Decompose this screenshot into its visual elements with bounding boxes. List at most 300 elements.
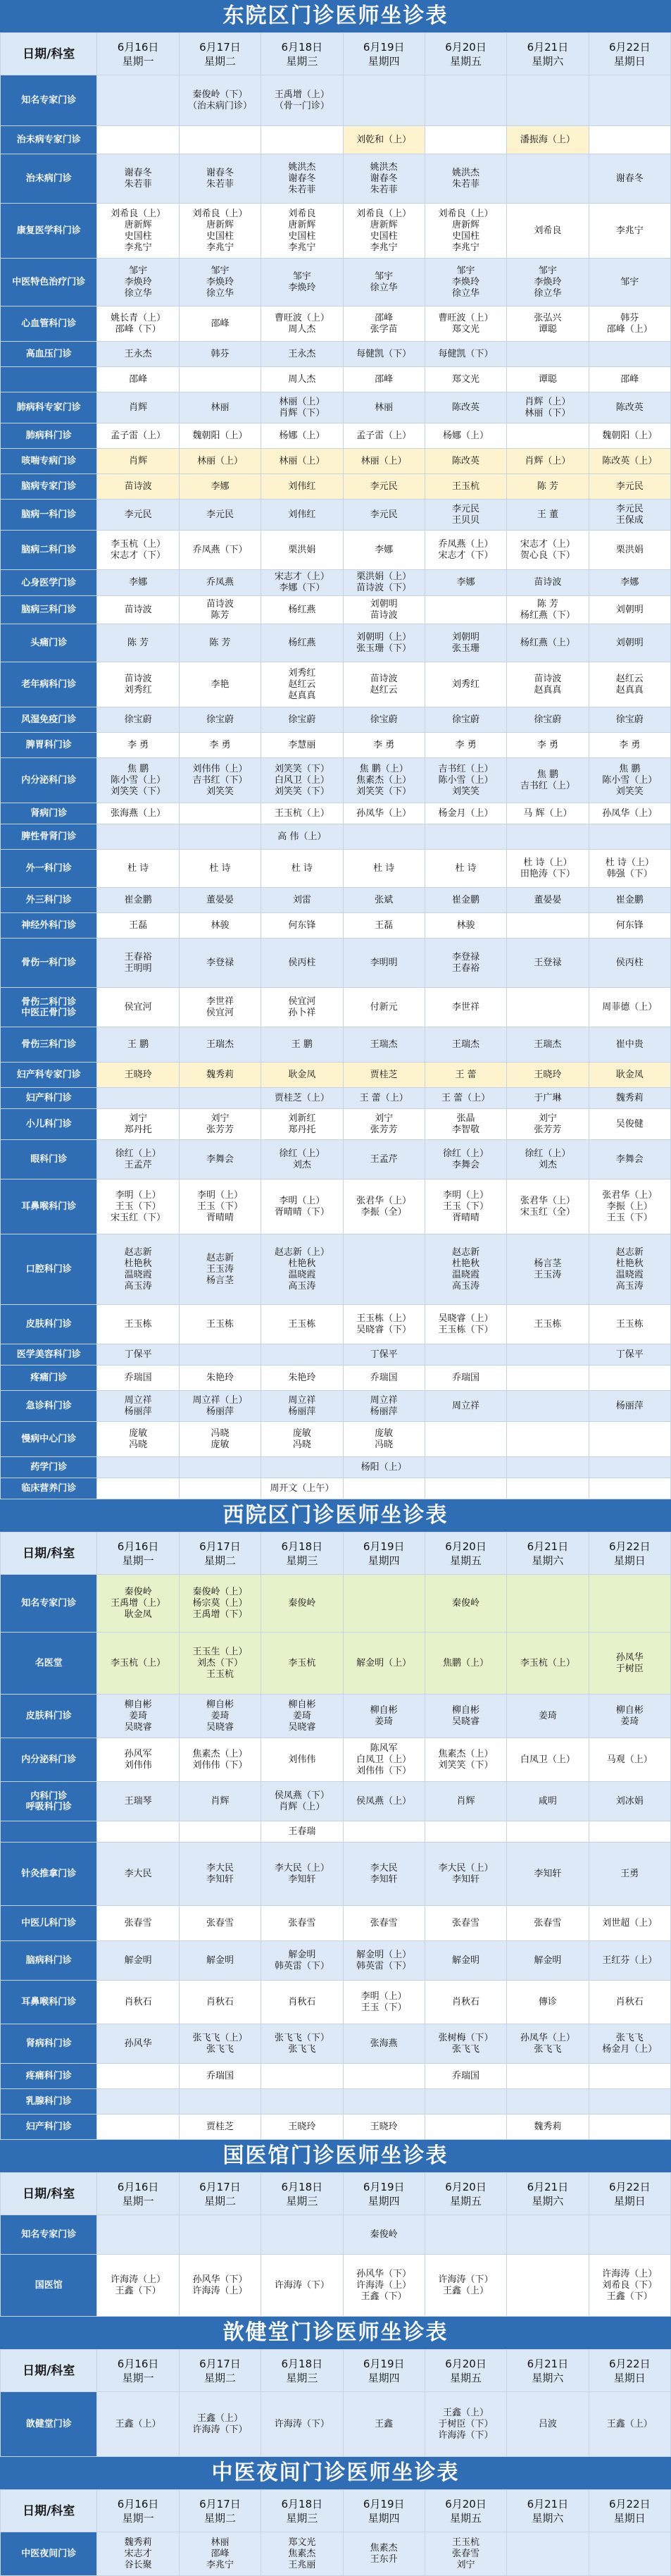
doctor-cell: 王玉栋 [97, 1305, 179, 1344]
table-row [1, 449, 671, 474]
day-header [507, 2490, 589, 2532]
doctor-cell: 周菲德（上） [589, 988, 670, 1027]
doctor-cell: 李明（上） 王玉（下） 胥晴晴 [425, 1179, 506, 1234]
day-header [343, 33, 425, 75]
section-title: 国医馆门诊医师坐诊表 [0, 2140, 671, 2172]
doctor-cell: 于广琳 [507, 1088, 589, 1109]
doctor-cell: 孙风华（下） 许海涛（上） [179, 2255, 261, 2317]
department-label: 外一科门诊 [1, 850, 97, 888]
department-label: 高血压门诊 [1, 342, 97, 367]
doctor-cell [589, 2114, 670, 2140]
day-header [179, 2173, 261, 2215]
doctor-cell: 苗诗波 陈芳 [179, 596, 261, 624]
doctor-cell: 秦俊岭（下） （治未病门诊） [179, 75, 261, 126]
table-row [1, 1457, 671, 1478]
doctor-cell: 孟子雷（上） [343, 423, 425, 449]
department-label: 医学美容科门诊 [1, 1344, 97, 1366]
doctor-cell: 肖秋石 [97, 1981, 179, 2024]
doctor-cell: 刘雷 [261, 888, 343, 913]
doctor-cell: 李娜 [425, 570, 506, 596]
doctor-cell: 张春雪 [425, 1906, 506, 1941]
day-header [261, 2350, 343, 2392]
doctor-cell [507, 154, 589, 204]
department-label: 疼痛门诊 [1, 1366, 97, 1391]
doctor-cell: 邹宇 徐立华 [343, 259, 425, 306]
doctor-cell: 张斌 [343, 888, 425, 913]
doctor-cell: 杜 诗 [261, 850, 343, 888]
doctor-cell: 林骏 [179, 913, 261, 939]
doctor-cell: 侯凤燕（上） [343, 1782, 425, 1821]
doctor-cell: 李大民 李知轩 [179, 1843, 261, 1906]
doctor-cell: 姚长青（上） 邵峰（下） [97, 306, 179, 342]
doctor-cell: 何东锋 [589, 913, 670, 939]
doctor-cell: 柳自彬 姜琦 [343, 1695, 425, 1738]
department-label: 脑病专家门诊 [1, 474, 97, 500]
doctor-cell: 谢春冬 朱若菲 [179, 154, 261, 204]
doctor-cell: 林骏 [425, 913, 506, 939]
department-label: 内分泌科门诊 [1, 758, 97, 803]
doctor-cell: 李大民 李知轩 [343, 1843, 425, 1906]
doctor-cell: 解金明（上） [343, 1633, 425, 1695]
doctor-cell: 刘宁 张芳芳 [343, 1109, 425, 1140]
date-text: 6月21日 [527, 2357, 569, 2370]
doctor-cell: 乔凤燕（下） [179, 531, 261, 570]
table-row [1, 2255, 671, 2317]
doctor-cell [97, 1088, 179, 1109]
doctor-cell: 邹宇 李焕玲 徐立华 [97, 259, 179, 306]
department-label: 康复医学科门诊 [1, 204, 97, 259]
doctor-cell: 刘宁 张芳芳 [179, 1109, 261, 1140]
table-row [1, 474, 671, 500]
table-row [1, 913, 671, 939]
department-label: 肺病科专家门诊 [1, 392, 97, 423]
doctor-cell: 张春雪 [343, 1906, 425, 1941]
date-text: 6月21日 [527, 40, 569, 54]
doctor-cell: 王玉杭 [425, 474, 506, 500]
doctor-cell: 李舞会 [589, 1140, 670, 1179]
table-row [1, 1633, 671, 1695]
doctor-cell: 乔瑞国 [343, 1366, 425, 1391]
doctor-cell: 吉书红（上） 陈小雪（上） 刘笑笑 [425, 758, 506, 803]
doctor-cell: 刘希良（上） 唐新辉 史国柱 李兆宁 [425, 204, 506, 259]
doctor-cell [261, 1457, 343, 1478]
doctor-cell: 乔瑞国 [425, 2064, 506, 2089]
doctor-cell [179, 2215, 261, 2255]
doctor-cell: 陈风军 白凤卫（上） 刘伟伟（下） [343, 1738, 425, 1782]
doctor-cell: 曹旺波（上） 周人杰 [261, 306, 343, 342]
doctor-cell: 张春雪 [97, 1906, 179, 1941]
doctor-cell: 李世祥 侯宜河 [179, 988, 261, 1027]
weekday-text: 星期六 [532, 54, 564, 68]
doctor-cell: 肖辉（上） 林丽（下） [507, 392, 589, 423]
doctor-cell: 李兆宁 [589, 204, 670, 259]
doctor-cell: 秦俊岭 [425, 1575, 506, 1633]
doctor-cell: 王玉杭 张春雪 刘宁 [425, 2532, 506, 2576]
date-text: 6月18日 [281, 1540, 323, 1553]
doctor-cell [507, 1457, 589, 1478]
day-header [179, 2350, 261, 2392]
doctor-cell: 肖秋石 [589, 1981, 670, 2024]
doctor-cell: 乔瑞国 [97, 1366, 179, 1391]
table-row [1, 1109, 671, 1140]
day-header [589, 2173, 670, 2215]
weekday-text: 星期四 [368, 1554, 400, 1567]
doctor-cell: 谢春冬 [589, 154, 670, 204]
weekday-text: 星期五 [450, 2194, 482, 2207]
doctor-cell: 姚洪杰 谢春冬 朱若菲 [261, 154, 343, 204]
doctor-cell: 秦俊岭 [343, 2215, 425, 2255]
department-label: 风湿免疫门诊 [1, 707, 97, 733]
date-text: 6月17日 [199, 2180, 241, 2193]
doctor-cell [589, 1478, 670, 1499]
day-header [261, 1532, 343, 1575]
doctor-cell: 魏朝阳（上） [179, 423, 261, 449]
doctor-cell: 林丽 [343, 392, 425, 423]
doctor-cell: 庞敏 冯晓 [261, 1422, 343, 1457]
weekday-text: 星期一 [122, 2511, 154, 2525]
doctor-cell: 肖辉 [97, 449, 179, 474]
header-row [1, 2350, 671, 2392]
header-row [1, 1532, 671, 1575]
doctor-cell [589, 1575, 670, 1633]
doctor-cell: 吴晓睿（上） 王玉栋（下） [425, 1305, 506, 1344]
day-header [97, 1532, 179, 1575]
doctor-cell: 张君华（上） 宋玉红（全） [507, 1179, 589, 1234]
doctor-cell [343, 1575, 425, 1633]
doctor-cell: 耿金凤 [261, 1063, 343, 1088]
department-label: 心身医学门诊 [1, 570, 97, 596]
doctor-cell: 贾桂芝 [179, 2114, 261, 2140]
doctor-cell: 李娜 [343, 531, 425, 570]
doctor-cell: 王玉栋 [507, 1305, 589, 1344]
department-label: 耳鼻喉科门诊 [1, 1981, 97, 2024]
doctor-cell: 肖辉（上） [507, 449, 589, 474]
doctor-cell: 刘朝明（上） 张玉珊（下） [343, 624, 425, 662]
doctor-cell: 白凤卫（上） [507, 1738, 589, 1782]
doctor-cell: 杨金月（上） [425, 803, 506, 824]
department-label: 治未病专家门诊 [1, 126, 97, 154]
doctor-cell [179, 2089, 261, 2114]
table-row [1, 1063, 671, 1088]
doctor-cell [589, 1366, 670, 1391]
doctor-cell: 刘笑笑（下） 白风卫（上） 刘笑笑（下） [261, 758, 343, 803]
doctor-cell: 柳自彬 姜琦 吴晓睿 [261, 1695, 343, 1738]
weekday-text: 星期一 [122, 54, 154, 68]
doctor-cell: 李大民（上） 李知轩 [425, 1843, 506, 1906]
doctor-cell: 许海涛（下） [261, 2255, 343, 2317]
doctor-cell [425, 1457, 506, 1478]
doctor-cell [589, 2532, 670, 2576]
date-text: 6月19日 [363, 2357, 405, 2370]
doctor-cell: 咸明 [507, 1782, 589, 1821]
weekday-text: 星期四 [368, 2194, 400, 2207]
department-label: 脑病三科门诊 [1, 596, 97, 624]
doctor-cell: 王瑞杰 [179, 1027, 261, 1063]
section-title: 西院区门诊医师坐诊表 [0, 1499, 671, 1532]
doctor-cell: 崔金鹏 [589, 888, 670, 913]
schedule-table [0, 2489, 671, 2576]
date-text: 6月18日 [281, 40, 323, 54]
doctor-cell [589, 1422, 670, 1457]
doctor-cell: 王玉栋（上） 吴晓睿（下） [343, 1305, 425, 1344]
table-row [1, 1906, 671, 1941]
department-label: 妇产科门诊 [1, 2114, 97, 2140]
table-row [1, 500, 671, 531]
table-row [1, 2064, 671, 2089]
doctor-cell: 刘世超（上） [589, 1906, 670, 1941]
doctor-cell: 李大民 [97, 1843, 179, 1906]
header-row [1, 33, 671, 75]
doctor-cell: 吴俊健 [589, 1109, 670, 1140]
department-label: 妇产科门诊 [1, 1088, 97, 1109]
section-title: 中医夜间门诊医师坐诊表 [0, 2457, 671, 2489]
department-label: 内分泌科门诊 [1, 1738, 97, 1782]
date-text: 6月16日 [117, 2497, 159, 2510]
doctor-cell: 王瑞杰 [425, 1027, 506, 1063]
doctor-cell: 柳自彬 姜琦 吴晓睿 [179, 1695, 261, 1738]
doctor-cell: 李登禄 王春裕 [425, 939, 506, 988]
doctor-cell: 周立祥（上） 杨丽萍 [179, 1391, 261, 1422]
doctor-cell: 焦素杰（上） 刘伟伟（下） [179, 1738, 261, 1782]
doctor-cell: 张海燕（上） [97, 803, 179, 824]
day-header [97, 2490, 179, 2532]
date-text: 6月17日 [199, 2497, 241, 2510]
doctor-cell [507, 2089, 589, 2114]
doctor-cell: 宋志才（上） 贺心良（下） [507, 531, 589, 570]
doctor-cell: 潘振海（上） [507, 126, 589, 154]
doctor-cell [507, 913, 589, 939]
doctor-cell: 王红芬（上） [589, 1941, 670, 1981]
doctor-cell: 焦素杰 王东升 [343, 2532, 425, 2576]
doctor-cell: 马观（上） [589, 1738, 670, 1782]
doctor-cell: 王永杰 [97, 342, 179, 367]
doctor-cell: 杜 诗 [343, 850, 425, 888]
doctor-cell: 陈改英 [425, 449, 506, 474]
doctor-cell: 陈 芳 [179, 624, 261, 662]
day-header [589, 1532, 670, 1575]
doctor-cell: 李元民 王贝贝 [425, 500, 506, 531]
day-header [343, 2490, 425, 2532]
doctor-cell: 刘希良（上） 唐新辉 史国柱 李兆宁 [179, 204, 261, 259]
doctor-cell: 李知轩 [507, 1843, 589, 1906]
date-text: 6月16日 [117, 1540, 159, 1553]
doctor-cell [179, 1821, 261, 1843]
date-text: 6月19日 [363, 2180, 405, 2193]
department-label: 神经外科门诊 [1, 913, 97, 939]
doctor-cell: 邹宇 李焕玲 [261, 259, 343, 306]
header-label: 日期/科室 [1, 33, 97, 75]
weekday-text: 星期日 [613, 1554, 646, 1567]
doctor-cell: 李明（上） 王玉（下） [343, 1981, 425, 2024]
doctor-cell: 王磊 [97, 913, 179, 939]
doctor-cell: 王鑫（上） [589, 2392, 670, 2457]
department-label: 知名专家门诊 [1, 1575, 97, 1633]
doctor-cell: 许海涛（下） 王鑫（上） [425, 2255, 506, 2317]
doctor-cell: 张弘兴 谭聪 [507, 306, 589, 342]
doctor-cell: 周立祥 杨丽萍 [343, 1391, 425, 1422]
date-text: 6月18日 [281, 2357, 323, 2370]
date-text: 6月19日 [363, 2497, 405, 2510]
table-row [1, 1305, 671, 1344]
doctor-cell: 周立祥 [425, 1391, 506, 1422]
doctor-cell: 栗洪娟 [261, 531, 343, 570]
doctor-cell [179, 1478, 261, 1499]
date-text: 6月20日 [445, 2357, 487, 2370]
weekday-text: 星期五 [450, 1554, 482, 1567]
doctor-cell [507, 2215, 589, 2255]
doctor-cell [507, 824, 589, 850]
table-row [1, 1088, 671, 1109]
date-text: 6月20日 [445, 2180, 487, 2193]
doctor-cell: 解金明 [507, 1941, 589, 1981]
weekday-text: 星期一 [122, 2194, 154, 2207]
table-row [1, 1027, 671, 1063]
doctor-cell [179, 367, 261, 392]
doctor-cell: 杨红燕（上） [507, 624, 589, 662]
doctor-cell [589, 1821, 670, 1843]
doctor-cell: 杨娜（上） [261, 423, 343, 449]
day-header [97, 33, 179, 75]
doctor-cell: 柳自彬 姜琦 吴晓睿 [97, 1695, 179, 1738]
doctor-cell [343, 2089, 425, 2114]
doctor-cell [97, 2114, 179, 2140]
doctor-cell [343, 75, 425, 126]
day-header [507, 2350, 589, 2392]
table-row [1, 154, 671, 204]
doctor-cell: 李舞会 [179, 1140, 261, 1179]
doctor-cell: 解金明（上） 韩英雷（下） [343, 1941, 425, 1981]
department-label: 小儿科门诊 [1, 1109, 97, 1140]
doctor-cell: 栗洪娟 [589, 531, 670, 570]
doctor-cell: 付新元 [343, 988, 425, 1027]
date-text: 6月18日 [281, 2497, 323, 2510]
schedule-table [0, 32, 671, 1499]
doctor-cell: 刘乾和（上） [343, 126, 425, 154]
doctor-cell: 魏秀莉 [507, 2114, 589, 2140]
doctor-cell: 苗诗波 [507, 570, 589, 596]
header-row [1, 2173, 671, 2215]
doctor-cell [343, 2064, 425, 2089]
doctor-cell: 崔中贵 [589, 1027, 670, 1063]
date-text: 6月22日 [608, 2180, 651, 2193]
doctor-cell: 王 蕾（上） [425, 1088, 506, 1109]
doctor-cell: 邵峰 张学苗 [343, 306, 425, 342]
department-label: 内科门诊 呼吸科门诊 [1, 1782, 97, 1821]
doctor-cell: 乔瑞国 [425, 1366, 506, 1391]
doctor-cell [343, 1234, 425, 1305]
doctor-cell: 林丽 邵峰 李兆宁 [179, 2532, 261, 2576]
doctor-cell: 邵峰 [589, 367, 670, 392]
department-label: 乳腺科门诊 [1, 2089, 97, 2114]
schedule-section [0, 1499, 671, 2140]
doctor-cell: 朱艳玲 [179, 1366, 261, 1391]
weekday-text: 星期日 [613, 54, 646, 68]
weekday-text: 星期六 [532, 2511, 564, 2525]
doctor-cell: 赵志新 杜艳秋 温晓霞 高玉涛 [589, 1234, 670, 1305]
header-label: 日期/科室 [1, 2350, 97, 2392]
day-header [343, 1532, 425, 1575]
table-row [1, 1981, 671, 2024]
doctor-cell: 傳诊 [507, 1981, 589, 2024]
doctor-cell: 魏秀莉 [179, 1063, 261, 1088]
doctor-cell [589, 2089, 670, 2114]
day-header [179, 33, 261, 75]
department-label: 眼科门诊 [1, 1140, 97, 1179]
doctor-cell: 曹旺波（上） 郑文光 [425, 306, 506, 342]
doctor-cell [425, 1422, 506, 1457]
department-label: 咳喘专病门诊 [1, 449, 97, 474]
doctor-cell: 焦 鹏 陈小雪（上） 刘笑笑（下） [97, 758, 179, 803]
doctor-cell [343, 824, 425, 850]
doctor-cell: 徐宝蔚 [425, 707, 506, 733]
doctor-cell: 高 伟（上） [261, 824, 343, 850]
doctor-cell: 王登禄 [507, 939, 589, 988]
doctor-cell: 刘宁 张芳芳 [507, 1109, 589, 1140]
department-label [1, 367, 97, 392]
doctor-cell: 张春雪 [507, 1906, 589, 1941]
day-header [261, 2490, 343, 2532]
doctor-cell: 李明（上） 王玉（下） 宋玉红（下） [97, 1179, 179, 1234]
doctor-cell: 王禹增（上） （骨一门诊） [261, 75, 343, 126]
date-text: 6月21日 [527, 1540, 569, 1553]
doctor-cell [97, 1478, 179, 1499]
doctor-cell: 邹宇 [589, 259, 670, 306]
doctor-cell: 崔金鹏 [97, 888, 179, 913]
table-row [1, 2392, 671, 2457]
department-label: 急诊科门诊 [1, 1391, 97, 1422]
doctor-cell: 肖秋石 [261, 1981, 343, 2024]
doctor-cell: 王晓玲 [343, 2114, 425, 2140]
schedule-section [0, 2140, 671, 2317]
weekday-text: 星期五 [450, 2371, 482, 2384]
doctor-cell: 韩芬 邵峰（上） [589, 306, 670, 342]
table-row [1, 1140, 671, 1179]
doctor-cell [507, 423, 589, 449]
doctor-cell [589, 1457, 670, 1478]
date-text: 6月19日 [363, 40, 405, 54]
doctor-cell [425, 126, 506, 154]
day-header [507, 2173, 589, 2215]
doctor-cell [179, 1457, 261, 1478]
weekday-text: 星期四 [368, 2371, 400, 2384]
doctor-cell: 王玉生（上） 刘杰（下） 王玉杭 [179, 1633, 261, 1695]
doctor-cell: 李元民 [179, 500, 261, 531]
table-row [1, 1234, 671, 1305]
day-header [425, 2490, 506, 2532]
doctor-cell: 李 勇 [425, 733, 506, 758]
table-row [1, 596, 671, 624]
weekday-text: 星期六 [532, 1554, 564, 1567]
day-header [589, 33, 670, 75]
table-row [1, 259, 671, 306]
doctor-cell: 张君华（上） 李振（全） [343, 1179, 425, 1234]
department-label: 老年病科门诊 [1, 662, 97, 707]
schedule-section [0, 2317, 671, 2457]
doctor-cell: 徐宝蔚 [507, 707, 589, 733]
table-row [1, 204, 671, 259]
doctor-cell [179, 824, 261, 850]
department-label: 皮肤科门诊 [1, 1695, 97, 1738]
doctor-cell: 李玉杭（上） [507, 1633, 589, 1695]
doctor-cell: 刘伟红 [261, 474, 343, 500]
doctor-cell: 孙凤华（上） [589, 803, 670, 824]
weekday-text: 星期二 [203, 54, 236, 68]
date-text: 6月21日 [527, 2180, 569, 2193]
doctor-cell: 柳自彬 吴晓睿 [425, 1695, 506, 1738]
doctor-cell: 许海涛（上） 王鑫（下） [97, 2255, 179, 2317]
table-row [1, 1843, 671, 1906]
doctor-cell: 孟子雷（上） [97, 423, 179, 449]
